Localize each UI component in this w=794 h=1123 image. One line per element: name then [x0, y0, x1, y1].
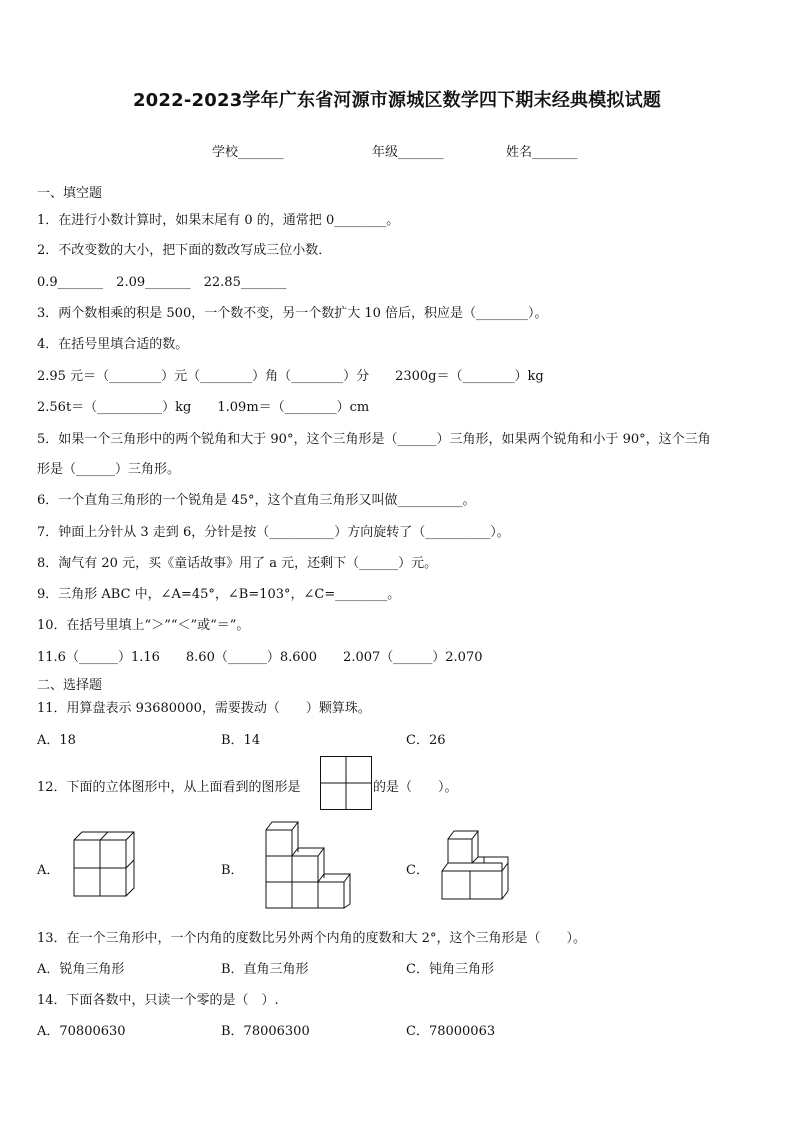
q13-option-b: B．直角三角形 — [221, 962, 309, 977]
question-12-prefix: 12．下面的立体图形中，从上面看到的图形是 — [37, 780, 301, 795]
student-name-field: 姓名_______ — [506, 145, 578, 160]
question-2: 2．不改变数的大小，把下面的数改写成三位小数． — [37, 243, 332, 258]
q11-option-b: B．14 — [221, 733, 261, 748]
grade-field: 年级_______ — [372, 145, 444, 160]
q11-option-a: A．18 — [37, 733, 76, 748]
q14-option-a: A．70800630 — [37, 1024, 126, 1039]
cube-figure-a — [72, 830, 138, 898]
question-10-blanks: 11.6（______）1.16 8.60（______）8.600 2.007（______）2.070 — [37, 650, 483, 665]
question-8: 8．淘气有 20 元，买《童话故事》用了 a 元，还剩下（______）元。 — [37, 556, 438, 571]
q14-option-c: C．78000063 — [406, 1024, 496, 1039]
q13-option-a: A．锐角三角形 — [37, 962, 125, 977]
q14-option-b: B．78006300 — [221, 1024, 310, 1039]
question-2-blanks: 0.9_______ 2.09_______ 22.85_______ — [37, 275, 287, 290]
question-4-line-b: 2.56t＝（__________）kg 1.09m＝（________）cm — [37, 400, 370, 415]
question-5-line-b: 形是（______）三角形。 — [37, 462, 181, 477]
q12-option-b: B． — [221, 863, 244, 878]
question-13: 13．在一个三角形中，一个内角的度数比另外两个内角的度数和大 2°，这个三角形是（ ）。 — [37, 931, 586, 946]
question-9: 9．三角形 ABC 中，∠A=45°，∠B=103°，∠C=________。 — [37, 587, 401, 602]
question-11: 11．用算盘表示 93680000，需要拨动（ ）颗算珠。 — [37, 701, 371, 716]
school-field: 学校_______ — [212, 145, 284, 160]
section-multiple-choice: 二、选择题 — [37, 678, 103, 693]
page-title: 2022-2023学年广东省河源市源城区数学四下期末经典模拟试题 — [132, 90, 662, 111]
q11-option-c: C．26 — [406, 733, 446, 748]
question-10: 10．在括号里填上“＞”“＜”或“＝”。 — [37, 618, 250, 633]
question-3: 3．两个数相乘的积是 500，一个数不变，另一个数扩大 10 倍后，积应是（________）。 — [37, 306, 548, 321]
section-fill-in: 一、填空题 — [37, 186, 103, 201]
question-7: 7．钟面上分针从 3 走到 6，分针是按（__________）方向旋转了（__________）。 — [37, 525, 510, 540]
q12-option-a: A． — [37, 863, 60, 878]
question-14: 14．下面各数中，只读一个零的是（ ）. — [37, 993, 279, 1008]
q12-option-c: C． — [406, 863, 429, 878]
question-4-line-a: 2.95 元＝（________）元（________）角（________）分 2300g＝（________）kg — [37, 369, 544, 384]
cube-figure-c — [440, 827, 514, 903]
question-1: 1．在进行小数计算时，如果末尾有 0 的，通常把 0________。 — [37, 213, 400, 228]
question-5-line-a: 5．如果一个三角形中的两个锐角和大于 90°，这个三角形是（______）三角形，如果两个锐角和小于 90°，这个三角 — [37, 432, 711, 447]
cube-figure-b — [262, 818, 354, 912]
question-6: 6．一个直角三角形的一个锐角是 45°，这个直角三角形又叫做__________。 — [37, 493, 476, 508]
top-view-grid-figure — [320, 756, 372, 810]
q13-option-c: C．钝角三角形 — [406, 962, 494, 977]
question-4: 4．在括号里填合适的数。 — [37, 337, 189, 352]
question-12-suffix: 的是（ ）。 — [373, 780, 458, 795]
